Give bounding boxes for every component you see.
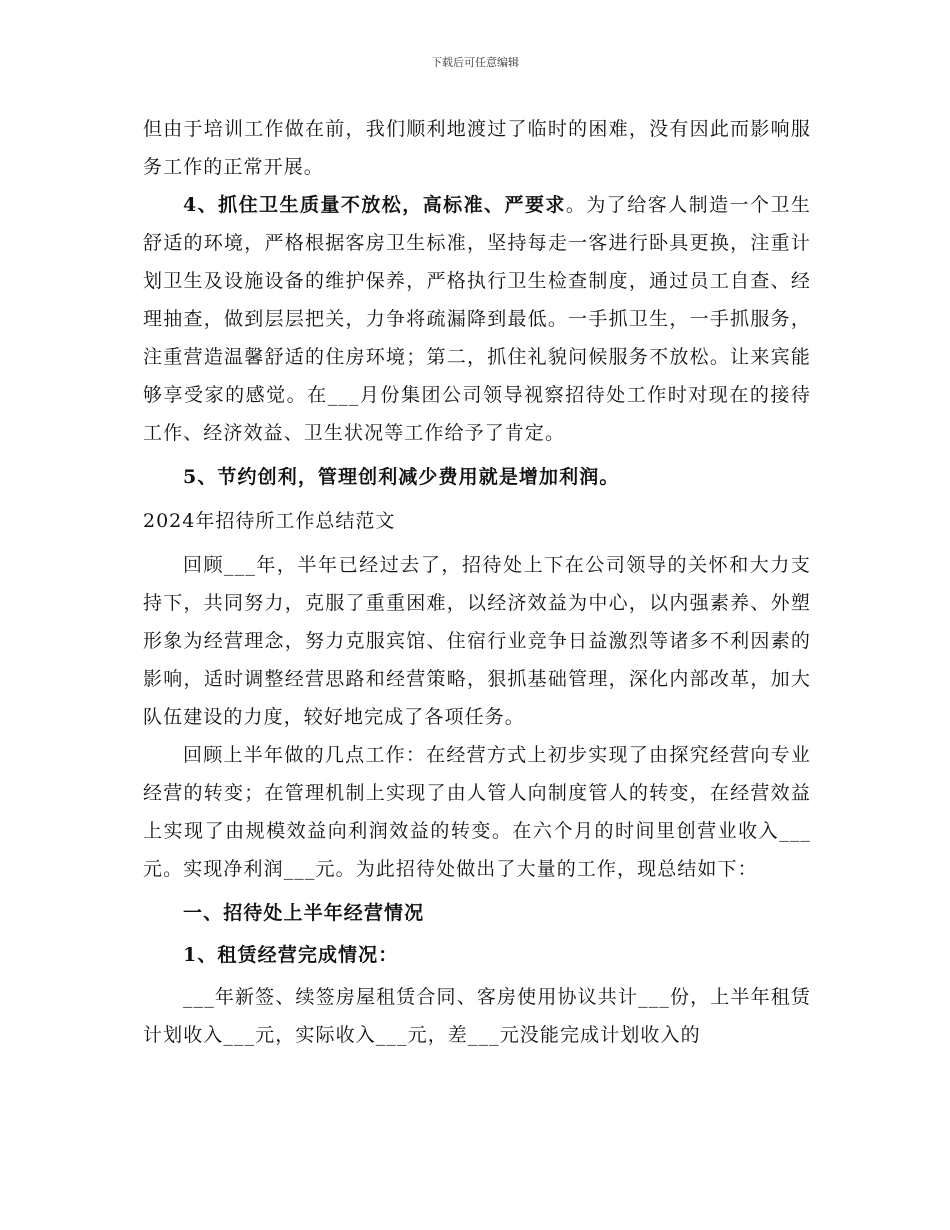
review-paragraph: 回顾上半年做的几点工作：在经营方式上初步实现了由探究经营向专业经营的转变；在管理机制上实现了由人管人向制度管人的转变，在经营效益上实现了由规模效益向利润效益的转变。在六个月的时间里创营业收入___元。实现净利润___元。为此招待处做出了大量的工作，现总结如下：: [143, 744, 811, 880]
lease-paragraph: ___年新签、续签房屋租赁合同、客房使用协议共计___份，上半年租赁计划收入___元，实际收入___元，差___元没能完成计划收入的: [143, 986, 811, 1046]
paragraph-continuation: 但由于培训工作做在前，我们顺利地渡过了临时的困难，没有因此而影响服务工作的正常开展。: [143, 118, 811, 178]
item-4-paragraph: [143, 186, 811, 452]
document-body: [143, 110, 811, 1054]
document-title: 2024年招待所工作总结范文: [143, 510, 396, 532]
intro-paragraph: 回顾___年，半年已经过去了，招待处上下在公司领导的关怀和大力支持下，共同努力，克服了重重困难，以经济效益为中心，以内强素养、外塑形象为经营理念，努力克服宾馆、住宿行业竞争日益激烈等诸多不利因素的影响，适时调整经营思路和经营策略，狠抓基础管理，深化内部改革，加大队伍建设的力度，较好地完成了各项任务。: [143, 554, 811, 728]
item-4-bold-lead: 4、抓住卫生质量不放松，高标准、严要求: [183, 194, 566, 216]
section-heading-1: 一、招待处上半年经营情况: [183, 902, 425, 924]
section-heading-2: 1、租赁经营完成情况：: [183, 944, 399, 966]
item-4-text: 。为了给客人制造一个卫生舒适的环境，严格根据客房卫生标准，坚持每走一客进行卧具更换，注重计划卫生及设施设备的维护保养，严格执行卫生检查制度，通过员工自查、经理抽查，做到层层把关，力争将疏漏降到最低。一手抓卫生，一手抓服务，注重营造温馨舒适的住房环境；第二，抓住礼貌问候服务不放松。让来宾能够享受家的感觉。在___月份集团公司领导视察招待处工作时对现在的接待工作、经济效益、卫生状况等工作给予了肯定。: [143, 194, 812, 444]
page-header: 下载后可任意编辑: [431, 56, 519, 69]
item-5-paragraph: 5、节约创利，管理创利减少费用就是增加利润。: [183, 466, 620, 488]
